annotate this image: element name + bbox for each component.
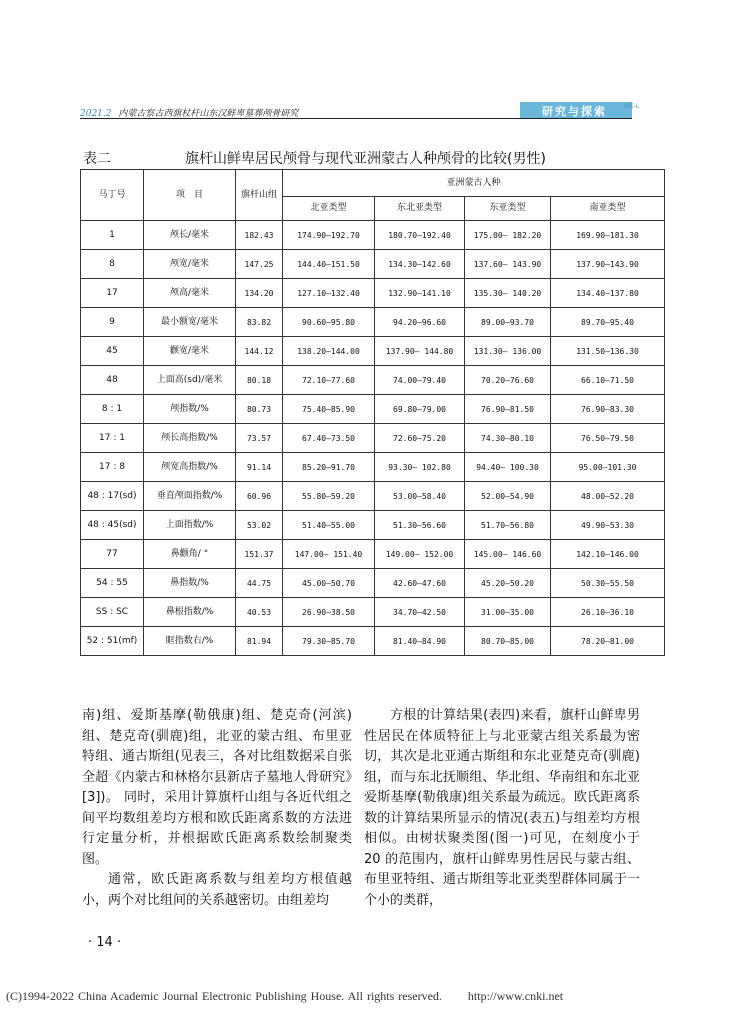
cell-north-asia: 45.00—50.70 <box>283 569 375 598</box>
cell-east-asia: 80.70—85.00 <box>465 627 551 656</box>
table-row <box>81 424 665 453</box>
paragraph: 南)组、爱斯基摩(勒俄康)组、楚克奇(河滨)组、楚克奇(驯鹿)组，北亚的蒙古组、布里亚特组、通古斯组(见表三，各对比组数据采自张全超《内蒙古和林格尔县新店子墓地人骨研究》[3])。 同时，采用计算旗杆山组与各近代组之间平均数组差均方根和欧氏距离系数的方法进行定量分析，并根据欧氏距离系数绘制聚类图。 <box>82 708 352 867</box>
cell-site: 83.82 <box>236 308 283 337</box>
header-item: 项 目 <box>144 170 236 221</box>
cell-site: 151.37 <box>236 540 283 569</box>
running-title: 内蒙古察古西旗杖杆山东汉鲜卑墓葬颅骨研究 <box>118 109 299 119</box>
cell-site: 144.12 <box>236 337 283 366</box>
cell-south-asia: 131.50—136.30 <box>551 337 665 366</box>
cell-site: 80.18 <box>236 366 283 395</box>
cell-site: 182.43 <box>236 221 283 250</box>
text-column-right <box>364 706 640 911</box>
cell-site: 147.25 <box>236 250 283 279</box>
section-tag: IVE-L <box>624 103 640 110</box>
text-column-left <box>82 706 352 911</box>
table-row <box>81 337 665 366</box>
cell-south-asia: 50.30—55.50 <box>551 569 665 598</box>
cell-northeast-asia: 93.30— 102.80 <box>375 453 465 482</box>
cell-martin: 17 <box>81 279 144 308</box>
table-row <box>81 540 665 569</box>
table-row <box>81 569 665 598</box>
cell-east-asia: 145.00— 146.60 <box>465 540 551 569</box>
cell-east-asia: 76.90—81.50 <box>465 395 551 424</box>
cell-martin: 45 <box>81 337 144 366</box>
cell-item: 颅长/毫米 <box>144 221 236 250</box>
cell-site: 134.20 <box>236 279 283 308</box>
cell-south-asia: 78.20—81.00 <box>551 627 665 656</box>
cell-site: 44.75 <box>236 569 283 598</box>
cell-northeast-asia: 42.60—47.60 <box>375 569 465 598</box>
cell-martin: 48 <box>81 366 144 395</box>
header-type: 东亚类型 <box>465 197 551 221</box>
cell-item: 上面指数/% <box>144 511 236 540</box>
cell-martin: 77 <box>81 540 144 569</box>
cell-martin: 52 : 51(mf) <box>81 627 144 656</box>
cell-north-asia: 72.10—77.60 <box>283 366 375 395</box>
cell-east-asia: 31.00—35.00 <box>465 598 551 627</box>
cell-south-asia: 95.00—101.30 <box>551 453 665 482</box>
cell-south-asia: 49.90—53.30 <box>551 511 665 540</box>
header-type: 东北亚类型 <box>375 197 465 221</box>
cell-martin: 1 <box>81 221 144 250</box>
cell-east-asia: 131.30— 136.00 <box>465 337 551 366</box>
paragraph: 通常，欧氏距离系数与组差均方根值越小，两个对比组间的关系越密切。由组差均 <box>82 872 352 908</box>
cell-north-asia: 75.40—85.90 <box>283 395 375 424</box>
cell-site: 60.96 <box>236 482 283 511</box>
cell-south-asia: 134.40—137.80 <box>551 279 665 308</box>
cell-item: 颅长高指数/% <box>144 424 236 453</box>
cell-east-asia: 74.30—80.10 <box>465 424 551 453</box>
cell-east-asia: 89.00—93.70 <box>465 308 551 337</box>
cell-northeast-asia: 94.20—96.60 <box>375 308 465 337</box>
cell-north-asia: 55.80—59.20 <box>283 482 375 511</box>
cell-item: 鼻根指数/% <box>144 598 236 627</box>
header-martin: 马丁号 <box>81 170 144 221</box>
table-row <box>81 511 665 540</box>
cell-east-asia: 45.20—50.20 <box>465 569 551 598</box>
cell-site: 73.57 <box>236 424 283 453</box>
cell-north-asia: 127.10—132.40 <box>283 279 375 308</box>
cell-martin: 9 <box>81 308 144 337</box>
cell-north-asia: 26.90—38.50 <box>283 598 375 627</box>
cell-site: 91.14 <box>236 453 283 482</box>
cell-east-asia: 51.70—56.80 <box>465 511 551 540</box>
footer-url[interactable]: http://www.cnki.net <box>467 989 564 1003</box>
cell-east-asia: 175.00— 182.20 <box>465 221 551 250</box>
cell-south-asia: 66.10—71.50 <box>551 366 665 395</box>
cell-north-asia: 174.90—192.70 <box>283 221 375 250</box>
cell-northeast-asia: 180.70—192.40 <box>375 221 465 250</box>
cell-north-asia: 138.20—144.00 <box>283 337 375 366</box>
cell-north-asia: 90.60—95.80 <box>283 308 375 337</box>
cell-northeast-asia: 72.60—75.20 <box>375 424 465 453</box>
cell-south-asia: 142.10—146.00 <box>551 540 665 569</box>
header-group: 亚洲蒙古人种 <box>283 170 665 197</box>
cell-martin: 17 : 1 <box>81 424 144 453</box>
cell-south-asia: 169.90—181.30 <box>551 221 665 250</box>
cell-item: 鼻颧角/ ° <box>144 540 236 569</box>
header-type: 南亚类型 <box>551 197 665 221</box>
cell-northeast-asia: 81.40—84.90 <box>375 627 465 656</box>
cell-east-asia: 52.00—54.90 <box>465 482 551 511</box>
cell-item: 垂直颅面指数/% <box>144 482 236 511</box>
cell-north-asia: 147.00— 151.40 <box>283 540 375 569</box>
table-row <box>81 395 665 424</box>
cell-item: 颧宽/毫米 <box>144 337 236 366</box>
cell-item: 上面高(sd)/毫米 <box>144 366 236 395</box>
cell-item: 颅指数/% <box>144 395 236 424</box>
cell-south-asia: 76.50—79.50 <box>551 424 665 453</box>
cell-northeast-asia: 53.00—58.40 <box>375 482 465 511</box>
cell-site: 53.02 <box>236 511 283 540</box>
cell-east-asia: 135.30— 140.20 <box>465 279 551 308</box>
cell-martin: 17 : 8 <box>81 453 144 482</box>
table-row <box>81 627 665 656</box>
cell-northeast-asia: 149.00— 152.00 <box>375 540 465 569</box>
cell-south-asia: 76.90—83.30 <box>551 395 665 424</box>
table-row <box>81 366 665 395</box>
cell-south-asia: 137.90—143.90 <box>551 250 665 279</box>
cell-north-asia: 51.40—55.00 <box>283 511 375 540</box>
table-row <box>81 250 665 279</box>
cell-north-asia: 67.40—73.50 <box>283 424 375 453</box>
cell-martin: 8 : 1 <box>81 395 144 424</box>
comparison-table <box>80 169 665 656</box>
header-type: 北亚类型 <box>283 197 375 221</box>
header-site: 旗杆山组 <box>236 170 283 221</box>
cell-martin: 54 : 55 <box>81 569 144 598</box>
cell-martin: 48 : 45(sd) <box>81 511 144 540</box>
cell-item: 颅宽高指数/% <box>144 453 236 482</box>
cell-martin: 48 : 17(sd) <box>81 482 144 511</box>
cell-northeast-asia: 51.30—56.60 <box>375 511 465 540</box>
cell-east-asia: 70.20—76.60 <box>465 366 551 395</box>
cell-item: 最小额宽/毫米 <box>144 308 236 337</box>
cell-site: 80.73 <box>236 395 283 424</box>
cell-northeast-asia: 137.90— 144.80 <box>375 337 465 366</box>
table-label: 表二 <box>83 151 111 167</box>
cell-item: 颅宽/毫米 <box>144 250 236 279</box>
footer <box>6 989 563 1004</box>
cell-north-asia: 144.40—151.50 <box>283 250 375 279</box>
cell-site: 40.53 <box>236 598 283 627</box>
cell-martin: 8 <box>81 250 144 279</box>
copyright-text: (C)1994-2022 China Academic Journal Electronic Publishing House. All rights reserved. <box>6 989 442 1003</box>
cell-northeast-asia: 74.00—79.40 <box>375 366 465 395</box>
table-row <box>81 453 665 482</box>
table-row <box>81 221 665 250</box>
header-divider <box>80 118 632 119</box>
cell-northeast-asia: 34.70—42.50 <box>375 598 465 627</box>
cell-east-asia: 94.40— 100.30 <box>465 453 551 482</box>
paragraph: 方根的计算结果(表四)来看，旗杆山鲜卑男性居民在体质特征上与北亚蒙古组关系最为密切，其次是北亚通古斯组和东北亚楚克奇(驯鹿)组，而与东北抚顺组、华北组、华南组和东北亚爱斯基摩(勒俄康)组关系最为疏远。欧氏距离系数的计算结果所显示的情况(表五)与组差均方根相似。由树状聚类图(图一)可见，在刻度小于 20 的范围内，旗杆山鲜卑男性居民与蒙古组、布里亚特组、通古斯组等北亚类型群体同属于一个小的类群， <box>364 708 640 908</box>
cell-north-asia: 79.30—85.70 <box>283 627 375 656</box>
cell-east-asia: 137.60— 143.90 <box>465 250 551 279</box>
cell-site: 81.94 <box>236 627 283 656</box>
cell-northeast-asia: 69.80—79.00 <box>375 395 465 424</box>
section-banner <box>520 102 632 118</box>
table-row <box>81 598 665 627</box>
cell-south-asia: 26.10—36.10 <box>551 598 665 627</box>
cell-south-asia: 48.00—52.20 <box>551 482 665 511</box>
table-title: 旗杆山鲜卑居民颅骨与现代亚洲蒙古人种颅骨的比较(男性) <box>185 151 546 167</box>
table-row <box>81 482 665 511</box>
cell-martin: SS : SC <box>81 598 144 627</box>
section-label: 研究与探索 <box>542 105 607 118</box>
page-number: · 14 · <box>88 935 122 950</box>
cell-south-asia: 89.70—95.40 <box>551 308 665 337</box>
cell-northeast-asia: 132.90—141.10 <box>375 279 465 308</box>
cell-item: 鼻指数/% <box>144 569 236 598</box>
cell-item: 眶指数右/% <box>144 627 236 656</box>
table-row <box>81 279 665 308</box>
cell-northeast-asia: 134.30—142.60 <box>375 250 465 279</box>
cell-north-asia: 85.20—91.70 <box>283 453 375 482</box>
cell-item: 颅高/毫米 <box>144 279 236 308</box>
issue-year: 2021.2 <box>80 109 112 119</box>
table-row <box>81 308 665 337</box>
